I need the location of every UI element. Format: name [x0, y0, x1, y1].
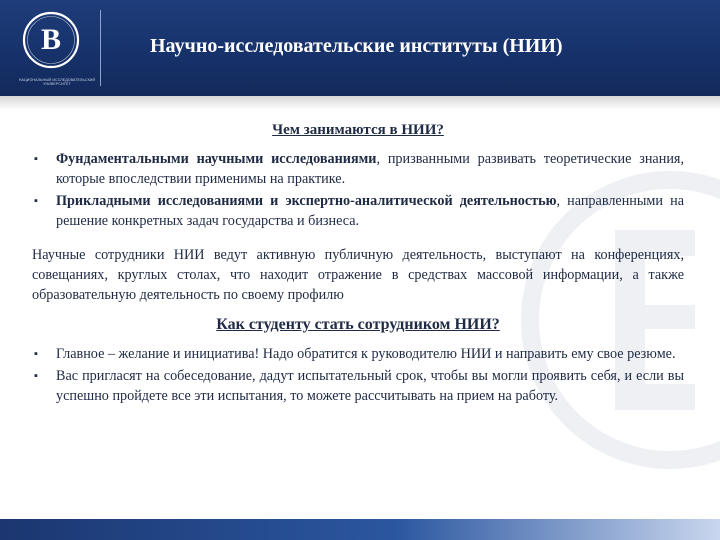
bullet-marker: ▪ — [34, 195, 38, 207]
item-bold-text: Фундаментальными научными исследованиями — [56, 151, 377, 167]
slide-title: Научно-исследовательские институты (НИИ) — [150, 35, 563, 57]
slide-content — [32, 120, 684, 408]
what-list — [32, 149, 684, 231]
header-shadow — [0, 96, 720, 110]
bullet-marker: ▪ — [34, 153, 38, 165]
header-divider — [100, 10, 101, 86]
list-item — [32, 366, 684, 406]
list-item — [32, 191, 684, 231]
slide-header — [0, 0, 720, 96]
item-text: , призванными развивать теоретические знания, которые впоследствии применимы на практике. — [56, 151, 684, 187]
item-bold-text: Прикладными исследованиями и экспертно-аналитической деятельностью — [56, 193, 557, 209]
section-heading-what: Чем занимаются в НИИ? — [272, 122, 444, 138]
section-heading-how: Как студенту стать сотрудником НИИ? — [216, 316, 500, 333]
item-text: Главное – желание и инициатива! Надо обратится к руководителю НИИ и направить ему свое резюме. — [56, 346, 676, 362]
activity-paragraph: Научные сотрудники НИИ ведут активную публичную деятельность, выступают на конференциях, совещаниях, круглых столах, что находит отражение в средствах массовой информации, а также образовательную деятельность по своему профилю — [32, 247, 684, 303]
logo-caption: НАЦИОНАЛЬНЫЙ ИССЛЕДОВАТЕЛЬСКИЙ УНИВЕРСИТЕТ — [18, 78, 96, 87]
item-text: , направленными на решение конкретных задач государства и бизнеса. — [56, 193, 684, 229]
list-item — [32, 149, 684, 189]
bullet-marker: ▪ — [34, 370, 38, 382]
item-text: Вас пригласят на собеседование, дадут испытательный срок, чтобы вы могли проявить себя, и если вы успешно пройдете все эти испытания, то можете рассчитывать на прием на работу. — [56, 368, 684, 404]
how-list — [32, 344, 684, 406]
university-logo — [6, 6, 96, 90]
logo-letter: В — [40, 23, 61, 56]
list-item — [32, 344, 684, 364]
bullet-marker: ▪ — [34, 348, 38, 360]
footer-bar — [0, 519, 720, 540]
